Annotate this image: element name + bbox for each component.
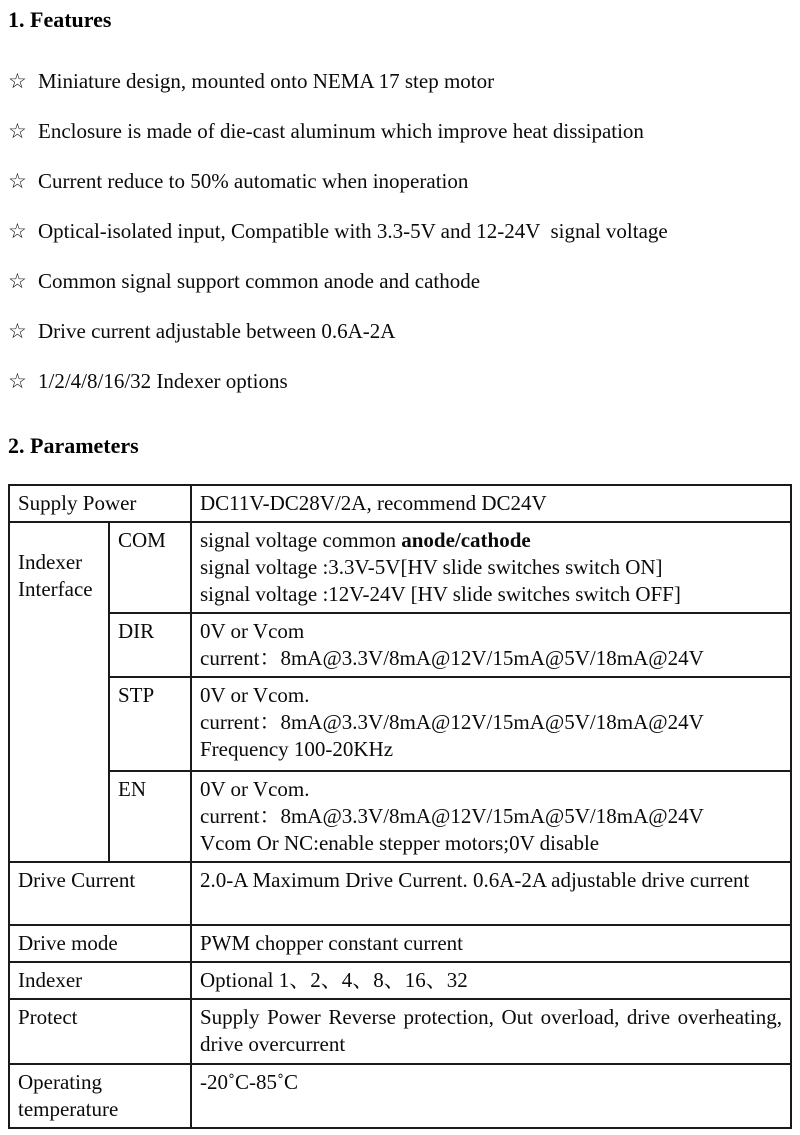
param-sublabel-com: COM bbox=[109, 522, 191, 613]
param-value-indexer: Optional 1、2、4、8、16、32 bbox=[191, 962, 791, 999]
table-row-com bbox=[9, 522, 791, 613]
value-text: signal voltage common bbox=[200, 528, 402, 552]
param-value-en bbox=[191, 771, 791, 862]
feature-item bbox=[8, 120, 792, 142]
param-value-stp bbox=[191, 677, 791, 771]
param-label-drive-current: Drive Current bbox=[9, 862, 191, 925]
feature-item bbox=[8, 320, 792, 342]
param-value-protect: Supply Power Reverse protection, Out overload, drive overheating, drive overcurrent bbox=[191, 999, 791, 1064]
value-line: 0V or Vcom. bbox=[200, 683, 310, 707]
param-label-drive-mode: Drive mode bbox=[9, 925, 191, 962]
value-line: 0V or Vcom bbox=[200, 619, 305, 643]
param-sublabel-dir: DIR bbox=[109, 613, 191, 677]
param-value-supply-power: DC11V-DC28V/2A, recommend DC24V bbox=[191, 485, 791, 522]
star-bullet-icon: ☆ bbox=[8, 169, 27, 193]
feature-item bbox=[8, 220, 792, 242]
param-label-supply-power: Supply Power bbox=[9, 485, 191, 522]
feature-text: 1/2/4/8/16/32 Indexer options bbox=[38, 369, 288, 393]
param-label-indexer: Indexer bbox=[9, 962, 191, 999]
value-line bbox=[200, 527, 782, 554]
table-row-operating-temperature bbox=[9, 1064, 791, 1128]
value-line: Vcom Or NC:enable stepper motors;0V disable bbox=[200, 831, 600, 855]
star-bullet-icon: ☆ bbox=[8, 69, 27, 93]
feature-text: Drive current adjustable between 0.6A-2A bbox=[38, 319, 396, 343]
table-row-supply-power bbox=[9, 485, 791, 522]
param-label-operating-temperature: Operating temperature bbox=[9, 1064, 191, 1128]
table-row-drive-mode bbox=[9, 925, 791, 962]
star-bullet-icon: ☆ bbox=[8, 219, 27, 243]
star-bullet-icon: ☆ bbox=[8, 369, 27, 393]
param-label-protect: Protect bbox=[9, 999, 191, 1064]
feature-item bbox=[8, 270, 792, 292]
star-bullet-icon: ☆ bbox=[8, 269, 27, 293]
feature-text: Common signal support common anode and cathode bbox=[38, 269, 481, 293]
feature-item bbox=[8, 170, 792, 192]
param-value-com bbox=[191, 522, 791, 613]
feature-text: Current reduce to 50% automatic when inoperation bbox=[38, 169, 469, 193]
table-row-drive-current bbox=[9, 862, 791, 925]
param-label-indexer-interface: Indexer Interface bbox=[9, 522, 109, 862]
value-text-bold: anode/cathode bbox=[401, 528, 531, 552]
feature-text: Miniature design, mounted onto NEMA 17 step motor bbox=[38, 69, 495, 93]
feature-item bbox=[8, 370, 792, 392]
param-sublabel-stp: STP bbox=[109, 677, 191, 771]
features-heading: 1. Features bbox=[8, 7, 112, 32]
param-value-dir bbox=[191, 613, 791, 677]
parameters-heading: 2. Parameters bbox=[8, 433, 139, 458]
param-sublabel-en: EN bbox=[109, 771, 191, 862]
feature-text: Optical-isolated input, Compatible with 3.3-5V and 12-24V signal voltage bbox=[38, 219, 668, 243]
value-line: current：8mA@3.3V/8mA@12V/15mA@5V/18mA@24V bbox=[200, 646, 704, 670]
value-line: Frequency 100-20KHz bbox=[200, 737, 394, 761]
value-line: signal voltage :12V-24V [HV slide switches switch OFF] bbox=[200, 582, 681, 606]
star-bullet-icon: ☆ bbox=[8, 119, 27, 143]
table-row-dir bbox=[9, 613, 791, 677]
star-bullet-icon: ☆ bbox=[8, 319, 27, 343]
value-line: current：8mA@3.3V/8mA@12V/15mA@5V/18mA@24V bbox=[200, 804, 704, 828]
features-list bbox=[8, 70, 792, 392]
table-row-indexer bbox=[9, 962, 791, 999]
param-value-drive-mode: PWM chopper constant current bbox=[191, 925, 791, 962]
param-value-operating-temperature: -20˚C-85˚C bbox=[191, 1064, 791, 1128]
param-value-drive-current: 2.0-A Maximum Drive Current. 0.6A-2A adjustable drive current bbox=[191, 862, 791, 925]
feature-text: Enclosure is made of die-cast aluminum which improve heat dissipation bbox=[38, 119, 644, 143]
value-line: current：8mA@3.3V/8mA@12V/15mA@5V/18mA@24V bbox=[200, 710, 704, 734]
value-line: 0V or Vcom. bbox=[200, 777, 310, 801]
value-line: signal voltage :3.3V-5V[HV slide switches switch ON] bbox=[200, 555, 663, 579]
table-row-en bbox=[9, 771, 791, 862]
table-row-protect bbox=[9, 999, 791, 1064]
feature-item bbox=[8, 70, 792, 92]
parameters-table bbox=[8, 484, 792, 1129]
table-row-stp bbox=[9, 677, 791, 771]
